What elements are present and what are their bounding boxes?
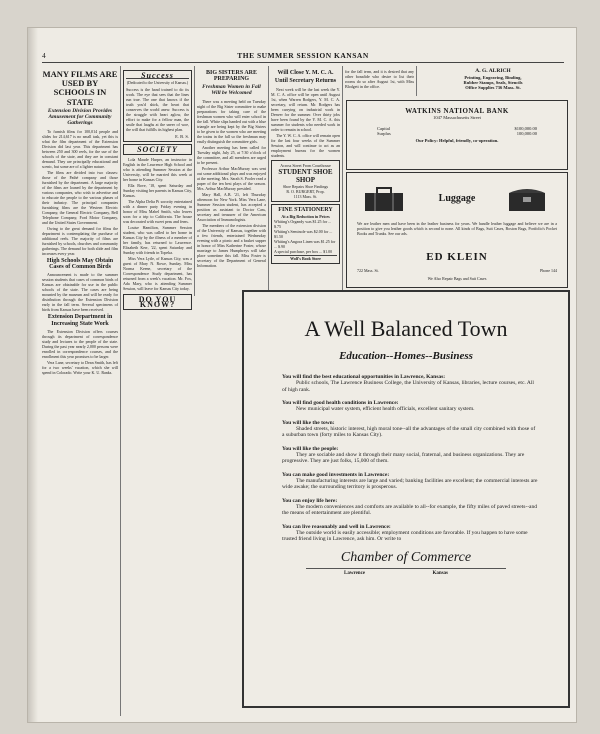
town-item-question: You will like the town: bbox=[282, 419, 335, 426]
town-item bbox=[282, 446, 538, 465]
column-ymca bbox=[271, 68, 340, 298]
headline-birds: High Schools May Obtain Cases of Common Birds bbox=[46, 257, 114, 270]
shoe-ad-line-2: Shoe Repairs Shoe Findings bbox=[282, 183, 329, 189]
society-item-1: Lola Maude Harper, an instructor in English in the Lawrence High School and who is attending Summer Session at the University, will be married this week at her home in Kansas City. bbox=[123, 157, 192, 182]
stationery-sub: At a Big Reduction in Prices bbox=[281, 213, 330, 219]
stationery-title: FINE STATIONERY bbox=[278, 206, 333, 213]
suitcase-icon bbox=[363, 187, 405, 213]
luggage-footer: We Also Repair Bags and Suit Cases bbox=[427, 276, 487, 281]
town-item bbox=[282, 374, 538, 393]
stationery-line-2: Whiting's Angora Linen was $1.25 for ... $.90 bbox=[274, 238, 336, 249]
shoe-shop-ad bbox=[271, 160, 340, 202]
stationery-line-1: Whiting's Seminole was $2.00 for ... $1.50 bbox=[274, 228, 333, 239]
bank-capital-label: Capital bbox=[377, 126, 390, 131]
signature-rule bbox=[306, 568, 506, 569]
town-ad-state: Kansas bbox=[432, 570, 448, 576]
success-poem-box bbox=[123, 70, 192, 142]
article-big-sisters-p4: Mary Hall, A.B. '21, left Thursday afternoon for New York. Miss Vera Lane, Summer Session student, has accepted a position as assistant to Doctor Cass, secretary and treasurer of the American Association of Immunologists. bbox=[197, 191, 266, 222]
bank-surplus-label: Surplus bbox=[377, 131, 391, 136]
town-item bbox=[282, 400, 538, 413]
town-item bbox=[282, 524, 538, 543]
article-vera-lane: Vera Lane, secretary to Dean Smith, has left for a two weeks' vacation, which she will spend in Colorado. Write your K. U. Ranks. bbox=[42, 360, 118, 376]
town-item bbox=[282, 498, 538, 517]
bank-name: WATKINS NATIONAL BANK bbox=[405, 107, 509, 115]
town-item-question: You can make good investments in Lawrence: bbox=[282, 471, 390, 478]
town-item-answer: The modern conveniences and comforts are available to all--for example, the fifty miles of paved streets--and the means of entertainment are plentiful. bbox=[282, 503, 537, 516]
bank-capital-value: $100,000.00 bbox=[514, 126, 537, 131]
luggage-title: Luggage bbox=[438, 193, 476, 204]
luggage-ad bbox=[346, 172, 568, 288]
luggage-body: We are leather men and have been in the leather business for years. We handle leather luggage and believe we are in a position to give you leather goods which is second to none. All kinds of Bags, Suit Cases, Boston Bags, Portfolio's Pocket Books and Trunks. See our ads. bbox=[357, 221, 557, 236]
alrich-line-1: Rubber Stamps, Seals, Stencils bbox=[463, 80, 523, 85]
alrich-line-0: Printing, Engraving, Binding, bbox=[464, 75, 522, 80]
headline-ymca: Will Close Y. M. C. A. bbox=[277, 70, 334, 76]
luggage-phone: Phone 144 bbox=[540, 268, 557, 273]
article-rooms: for the fall term, and it is desired that any other bonafide who desire to list their rooms do so after August 1st, with Miss Blodgett in the office. bbox=[345, 69, 414, 89]
article-big-sisters-p2: Another meeting has been called for Tuesday night, July 25, at 7:30 o'clock of the committee, and all members are urged to be present. bbox=[197, 144, 266, 165]
town-item-answer: The manufacturing interests are large and varied; banking facilities are excellent; the commercial interests are wide awake; the surrounding territory is prosperous. bbox=[282, 477, 538, 490]
bank-surplus-value: 100,000.00 bbox=[516, 131, 537, 136]
town-ad-items bbox=[244, 374, 568, 543]
well-balanced-town-ad bbox=[242, 290, 570, 708]
article-films-p2: The films are divided into two classes: those of the Pathé company and those furnished by the department. A large majority of the films are loaned by the department by various companies, who wish to advertise and to educate the people to the various phases of their industry. The principal companies furnishing films are the Western Electric Company, the General Electric Company, Bell Telephone Company, Ford Motor Company, and the United States Government. bbox=[42, 169, 118, 225]
alrich-name: A. G. ALRICH bbox=[475, 68, 511, 74]
town-item-question: You will like the people: bbox=[282, 445, 339, 452]
stationery-footer: Wolf's Book Store bbox=[274, 255, 337, 261]
do-you-know-heading: DO YOU KNOW? bbox=[138, 295, 177, 309]
column-big-sisters bbox=[197, 68, 266, 298]
town-ad-subtitle: Education--Homes--Business bbox=[339, 350, 473, 362]
page-number: 4 bbox=[42, 51, 47, 60]
luggage-address: 722 Mass. St. bbox=[357, 268, 379, 273]
watkins-bank-ad bbox=[346, 100, 568, 170]
town-ad-signature: Chamber of Commerce bbox=[340, 549, 472, 565]
poem-signature: E. B. S. bbox=[175, 134, 189, 139]
society-item-2: Ella Bove, '18, spent Saturday and Sunday visiting her parents in Kansas City, Kansas. bbox=[123, 183, 192, 198]
article-birds: Announcement is made to the summer session students that cases of common birds of Kansas are obtainable for use in the public schools of the state. The cases are being mounted by the museum and will be ready for distribution through the Extension Division early in the fall term. Several specimens of birds from Kansas have been received. bbox=[42, 272, 118, 313]
column-rule bbox=[342, 66, 343, 296]
luggage-contact-row bbox=[357, 268, 557, 273]
society-item-4: Louise Hamilton, Summer Session student, who was called to her home in Kansas City by the illness of a member of her family, has returned to Lawrence. Elizabeth Kerr, '22, spent Saturday and Sunday with friends in Topeka. bbox=[123, 225, 192, 255]
town-item-answer: Public schools, The Lawrence Business College, the University of Kansas, libraries, lecture courses, etc. All of high rank. bbox=[282, 380, 534, 393]
shoe-ad-line-4: 1113 Mass. St. bbox=[293, 193, 318, 199]
town-item-question: You can enjoy life here: bbox=[282, 497, 338, 504]
bank-surplus-row bbox=[347, 131, 567, 136]
society-heading: SOCIETY bbox=[137, 145, 178, 154]
column-rule bbox=[416, 66, 417, 96]
town-item-answer: Shaded streets, historic interest, high moral tone--all the advantages of the small city combined with those of a suburban town (forty miles to Kansas City). bbox=[282, 425, 536, 438]
bank-policy: Our Policy: Helpful, friendly, co-operation. bbox=[415, 138, 499, 143]
town-item-question: You can live reasonably and well in Lawrence: bbox=[282, 523, 391, 530]
shoe-ad-name: STUDENT SHOE SHOP bbox=[278, 167, 333, 184]
do-you-know-box bbox=[123, 294, 192, 310]
article-ymca-p1: Next week will be the last week the Y. M. C. A. office will be open until August 1st, when Warren Rodgers, Y. M. C. A. secretary, will return. Mr. Rodgers has been carrying on industrial work in Denver for the summer. Over thirty jobs have been found by the Y. M. C. A. this summer for students who needed work in order to remain in school. bbox=[271, 86, 340, 132]
headline-extension: Extension Department in Increasing State Work bbox=[47, 314, 113, 327]
stationery-line-0: Whiting's Organdy was $1.25 for ... $.75 bbox=[274, 218, 332, 229]
column-society bbox=[123, 68, 192, 718]
newspaper-page bbox=[28, 28, 576, 722]
headline-films: MANY FILMS ARE USED BY SCHOOLS IN STATE bbox=[42, 69, 118, 107]
alrich-line-2: Office Supplies 736 Mass. St. bbox=[465, 85, 521, 90]
shoe-ad-line-0: Across Street From Courthouse bbox=[280, 162, 331, 168]
column-rule bbox=[120, 66, 121, 716]
stationery-ad bbox=[271, 204, 340, 264]
column-films bbox=[42, 68, 118, 718]
column-rule bbox=[194, 66, 195, 296]
page-header bbox=[42, 50, 564, 63]
article-films-p3: Owing to the great demand for films the department is contemplating the purchase of additional reels. The majority of films are furnished by schools, churches and community gatherings. The demand for both slide and film increases every year. bbox=[42, 225, 118, 256]
column-rooms bbox=[345, 68, 414, 98]
town-item-question: You will find good health conditions in Lawrence: bbox=[282, 400, 399, 406]
column-rule bbox=[268, 66, 269, 296]
society-heading-box bbox=[123, 144, 192, 155]
article-big-sisters-p5: The members of the extension division of the University of Kansas, together with a few friends, entertained Wednesday evening with a picnic and a basket supper in honor of Miss Katherine Foster, whose marriage to James Humphreys will take place sometime this fall. Miss Foster is secretary of the Department of General Information. bbox=[197, 222, 266, 268]
page-fold-shadow bbox=[28, 28, 38, 722]
article-ymca-p2: The Y. W. C. A. office will remain open for the last four weeks of the Summer Session, and will continue to act as an employment bureau for the women students. bbox=[271, 132, 340, 158]
bank-address: 1047 Massachusetts Street bbox=[433, 115, 481, 120]
society-item-3: The Alpha Delta Pi sorority entertained with a dinner party Friday evening in honor of Miss Mabel Smith, who leaves soon for a trip to California. The house was decorated with sweet peas and ferns. bbox=[123, 199, 192, 224]
article-films-p1: To furnish films for 100,014 people and slides for 214,617 is no small task, yet this is what the film department of the Extension Division did last year. This department has between 250 and 300 reels, for the use of the schools of the state, and they are in constant demand. They are principally educational and scenic, but some are of a lighter nature. bbox=[42, 128, 118, 169]
trunk-icon bbox=[505, 185, 549, 213]
poem-body: Success is the hand trained to do its work. The eye that sees that the lines run true. The one that knows if the truth you'd shirk, the heart that conserves the world anew. Success is the struggle with heart aglow, the effort to make for a fellow man, the smile that laughs at the sneer of woe, the will that fulfills its highest plan. bbox=[126, 87, 189, 132]
masthead-title: THE SUMMER SESSION KANSAN bbox=[237, 51, 369, 60]
poem-dedication: (Dedicated to the University of Kansas.) bbox=[126, 81, 189, 85]
subhead-films: Extension Division Provides Amusement for Community Gatherings bbox=[47, 107, 113, 126]
town-item-answer: New municipal water system, efficient health officials, excellent sanitary system. bbox=[296, 406, 475, 412]
town-item bbox=[282, 420, 538, 439]
subhead-ymca: Until Secretary Returns bbox=[274, 78, 337, 85]
town-ad-title: A Well Balanced Town bbox=[304, 316, 508, 341]
headline-big-sisters: BIG SISTERS ARE PREPARING bbox=[205, 70, 258, 83]
town-item-answer: They are sociable and show it through their many social, fraternal, and business organizations. They are progressive. They are just folks, 15,000 of them. bbox=[282, 451, 525, 464]
article-extension: The Extension Division offers courses through its department of correspondence study and lectures to the people of the state. During the past year nearly 2,000 persons were enrolled in correspondence courses, and the enrollment this year promises to be larger. bbox=[42, 329, 118, 360]
town-ad-location bbox=[244, 571, 568, 576]
town-item-question: You will find the best educational opportunities in Lawrence, Kansas: bbox=[282, 374, 446, 380]
subhead-big-sisters: Freshman Women in Fall Will be Welcomed bbox=[202, 83, 261, 96]
poem-title: Success bbox=[126, 73, 189, 79]
town-item bbox=[282, 472, 538, 491]
luggage-owner: ED KLEIN bbox=[426, 251, 488, 263]
article-big-sisters-p3: Professor Arthur MacMurray was sent out some additional plays and was enjoyed at the meeting. Mrs. Sarah S. Pooler read a paper of the ten best plays of the season. Mrs. Arthur MacMurray presided. bbox=[197, 165, 266, 191]
article-big-sisters-p1: There was a meeting held on Tuesday night of the Big Sister committee to make preparations for taking care of the freshman women who will enter school in the fall. White slips handed out with a blue triangle are being kept by the Big Sisters to be given to the women who are meeting the trains in the fall so the freshman may easily distinguish the committee girls. bbox=[197, 98, 266, 144]
shoe-ad-line-3: R. O. BURGERT, Prop. bbox=[286, 188, 325, 194]
society-item-5: Miss Vera Lytle, of Kansas City, was a guest of Mary N. Rowe, Sunday. Miss Norma Keene, secretary of the Correspondence Study department, has returned from a week's vacation. Mr. Fox, Ada Mary, who is attending Summer Session, will leave for Kansas City today. bbox=[123, 256, 192, 291]
town-ad-city: Lawrence bbox=[344, 570, 366, 576]
town-item-answer: The outside world is easily accessible; employment conditions are favorable. If you happen to have some trusted friend living in Lawrence, ask him. Or write to bbox=[282, 529, 528, 542]
stationery-line-3: A special purchase, per box ... $1.00 bbox=[274, 248, 333, 254]
alrich-ad bbox=[420, 68, 566, 98]
